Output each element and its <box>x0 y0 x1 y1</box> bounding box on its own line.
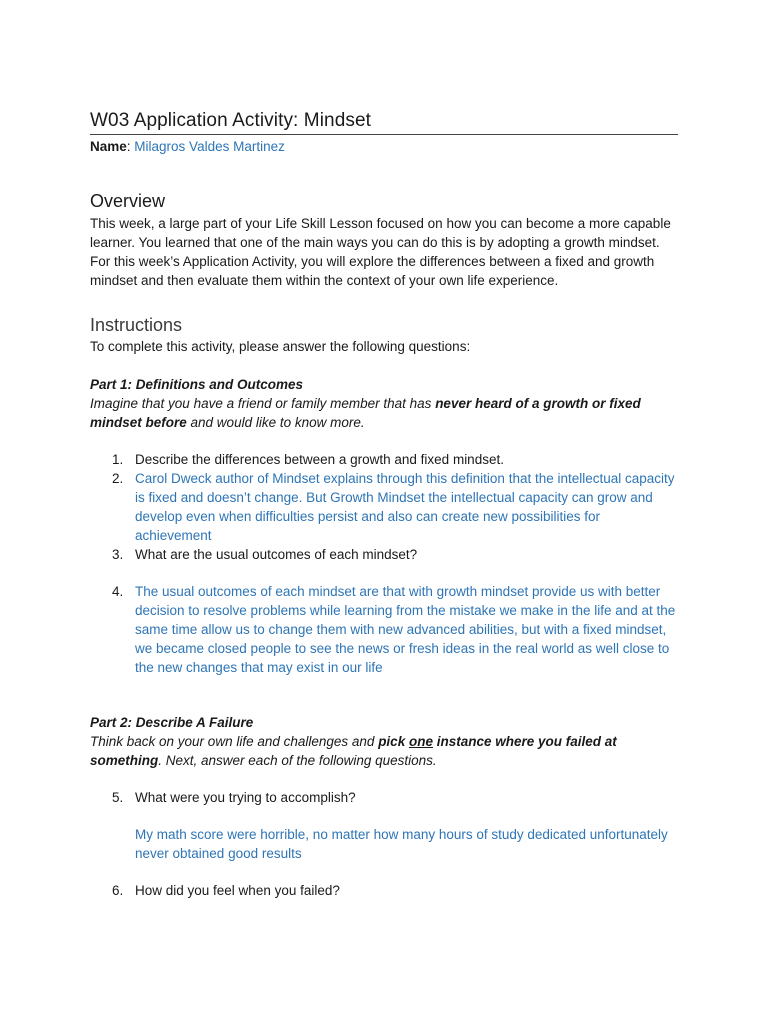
part1-description <box>90 394 678 432</box>
name-row <box>90 137 678 157</box>
question-1 <box>90 450 678 469</box>
part2-desc-end: . Next, answer each of the following questions. <box>158 753 437 768</box>
list-spacer <box>90 807 678 825</box>
part2-desc-underlined: one <box>408 734 433 749</box>
document-page <box>90 110 678 900</box>
part2-question-list <box>90 788 678 900</box>
question-number: 2. <box>112 471 124 486</box>
part2-desc-bold-end: instance where you failed at something <box>90 734 617 768</box>
overview-text: This week, a large part of your Life Skill Lesson focused on how you can become a more capable learner. You learned that one of the main ways you can do this is by adopting a growth mindset. For this week’s Application Activity, you will explore the differences between a fixed and growth mindset and then evaluate them within the context of your own life experience. <box>90 216 671 288</box>
question-number: 5. <box>112 790 124 805</box>
answer-text: The usual outcomes of each mindset are that with growth mindset provide us with better decision to resolve problems while learning from the mistake we make in the life and at the same time allow us to change them with new advanced abilities, but with a fixed mindset, we became closed people to see the news or fresh ideas in the real world as well close to the new changes that may exist in our life <box>135 584 676 675</box>
document-title: W03 Application Activity: Mindset <box>90 110 678 135</box>
instructions-heading: Instructions <box>90 315 183 335</box>
name-value: Milagros Valdes Martinez <box>134 139 285 154</box>
question-text: Describe the differences between a growth and fixed mindset. <box>135 452 504 467</box>
part1-desc-start: Imagine that you have a friend or family member that has <box>90 396 436 411</box>
answer-5: My math score were horrible, no matter how many hours of study dedicated unfortunately never obtained good results <box>135 827 668 861</box>
answer-2 <box>90 469 678 545</box>
question-3 <box>90 545 678 564</box>
question-number: 1. <box>112 452 124 467</box>
part2-description <box>90 732 678 770</box>
instructions-text: To complete this activity, please answer the following questions: <box>90 339 471 354</box>
name-colon: : <box>126 139 135 154</box>
part1-question-list <box>90 450 678 677</box>
question-5 <box>90 788 678 807</box>
part2-desc-start: Think back on your own life and challenges and <box>90 734 379 749</box>
part2-title: Part 2: Describe A Failure <box>90 715 254 730</box>
part1-title: Part 1: Definitions and Outcomes <box>90 377 304 392</box>
list-spacer <box>90 863 678 881</box>
name-label: Name <box>90 139 127 154</box>
part1-desc-bold: never heard of a growth or fixed mindset before <box>90 396 641 430</box>
part2-desc-bold-start: pick <box>378 734 409 749</box>
question-6 <box>90 881 678 900</box>
list-spacer <box>90 564 678 582</box>
part1-desc-end: and would like to know more. <box>186 415 365 430</box>
question-text: How did you feel when you failed? <box>135 883 340 898</box>
answer-4 <box>90 582 678 677</box>
answer-text: Carol Dweck author of Mindset explains through this definition that the intellectual capacity is fixed and doesn’t change. But Growth Mindset the intellectual capacity can grow and develop even when difficulties persist and also can create new possibilities for achievement <box>135 471 675 543</box>
overview-heading: Overview <box>90 191 166 211</box>
question-text: What were you trying to accomplish? <box>135 790 356 805</box>
question-number: 4. <box>112 584 124 599</box>
question-number: 6. <box>112 883 124 898</box>
question-text: What are the usual outcomes of each mindset? <box>135 547 418 562</box>
question-number: 3. <box>112 547 124 562</box>
